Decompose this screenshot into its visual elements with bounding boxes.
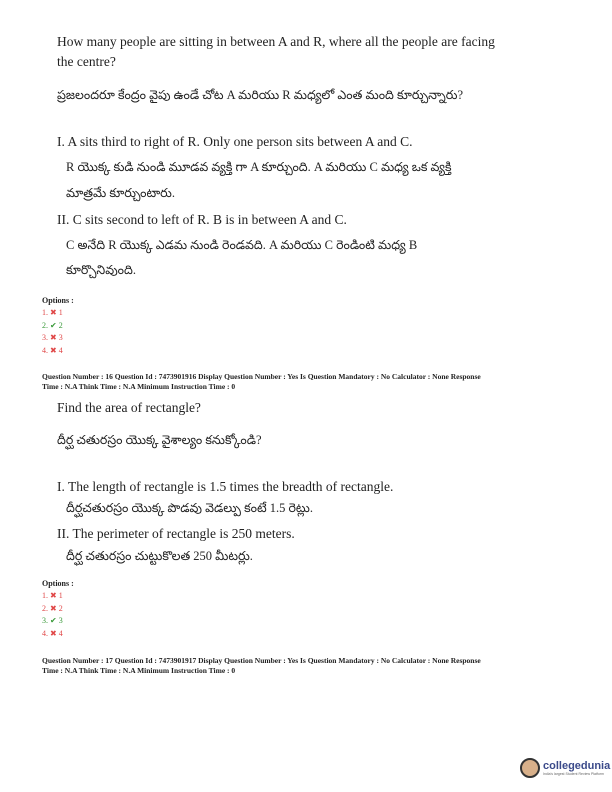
q16-options-label: Options : bbox=[42, 579, 74, 588]
q16-options-list bbox=[42, 590, 63, 640]
check-icon: ✔ bbox=[50, 616, 57, 625]
q16-metadata bbox=[42, 372, 582, 392]
option-item bbox=[42, 628, 63, 641]
logo-tagline: India's largest Student Review Platform bbox=[543, 772, 604, 776]
q15-question-en-1: How many people are sitting in between A and R, where all the people are facing bbox=[57, 34, 495, 49]
option-number: 4. bbox=[42, 345, 48, 355]
option-number: 4. bbox=[42, 628, 48, 638]
q16-statement-2-en: II. The perimeter of rectangle is 250 meters. bbox=[57, 526, 295, 541]
metadata-line-2: Time : N.A Think Time : N.A Minimum Instruction Time : 0 bbox=[42, 666, 236, 675]
option-text: 3 bbox=[58, 333, 63, 342]
q15-statement-2-te-2: కూర్చొనివుంది. bbox=[66, 263, 136, 277]
q15-statement-2-te-1: C అనేది R యొక్క ఎడమ నుండి రెండవది. A మరియు C రెండింటి మధ్య B bbox=[66, 238, 418, 252]
q16-statement-2-te: దీర్ఘ చతురస్రం చుట్టుకొలత 250 మీటర్లు. bbox=[66, 549, 253, 563]
cross-icon: ✖ bbox=[50, 333, 57, 342]
option-number: 2. bbox=[42, 603, 48, 613]
option-text: 2 bbox=[58, 603, 63, 613]
option-item bbox=[42, 615, 63, 628]
mascot-icon bbox=[520, 758, 540, 778]
q15-statement-1-te-1: R యొక్క కుడి నుండి మూడవ వ్యక్తి గా A కూర్చుంది. A మరియు C మధ్య ఒక వ్యక్తి bbox=[66, 160, 452, 174]
q15-question-te: ప్రజలందరూ కేంద్రం వైపు ఉండే చోట A మరియు R మధ్యలో ఎంత మంది కూర్చున్నారు? bbox=[57, 88, 463, 102]
cross-icon: ✖ bbox=[50, 345, 57, 355]
cross-icon: ✖ bbox=[50, 591, 57, 600]
q15-statement-1-en: I. A sits third to right of R. Only one person sits between A and C. bbox=[57, 134, 413, 149]
option-item bbox=[42, 345, 63, 358]
q17-metadata bbox=[42, 656, 582, 676]
cross-icon: ✖ bbox=[50, 308, 57, 317]
option-text: 1 bbox=[58, 308, 63, 317]
option-number: 1. bbox=[42, 591, 48, 600]
check-icon: ✔ bbox=[50, 320, 57, 330]
option-number: 3. bbox=[42, 616, 48, 625]
option-item bbox=[42, 603, 63, 616]
q15-options-list bbox=[42, 307, 63, 357]
metadata-line-1: Question Number : 16 Question Id : 7473901916 Display Question Number : Yes Is Question Mandatory : No Calculator : None Response bbox=[42, 372, 481, 381]
q16-question-en: Find the area of rectangle? bbox=[57, 400, 201, 415]
q16-statement-1-te: దీర్ఘచతురస్రం యొక్క పొడవు వెడల్పు కంటే 1.5 రెట్లు. bbox=[66, 501, 313, 515]
option-number: 2. bbox=[42, 320, 48, 330]
option-text: 2 bbox=[58, 320, 63, 330]
option-text: 1 bbox=[58, 591, 63, 600]
option-item bbox=[42, 590, 63, 603]
q15-question-en-2: the centre? bbox=[57, 54, 116, 69]
q16-question-te: దీర్ఘ చతురస్రం యొక్క వైశాల్యం కనుక్కోండి? bbox=[57, 433, 262, 447]
cross-icon: ✖ bbox=[50, 603, 57, 613]
q15-options-label: Options : bbox=[42, 296, 74, 305]
option-item bbox=[42, 320, 63, 333]
option-item bbox=[42, 307, 63, 320]
option-text: 4 bbox=[58, 628, 63, 638]
option-text: 3 bbox=[58, 616, 63, 625]
collegedunia-logo bbox=[520, 758, 610, 778]
metadata-line-1: Question Number : 17 Question Id : 7473901917 Display Question Number : Yes Is Question Mandatory : No Calculator : None Response bbox=[42, 656, 481, 665]
option-number: 3. bbox=[42, 333, 48, 342]
option-text: 4 bbox=[58, 345, 63, 355]
logo-brand: collegedunia bbox=[543, 760, 611, 772]
option-item bbox=[42, 332, 63, 345]
metadata-line-2: Time : N.A Think Time : N.A Minimum Instruction Time : 0 bbox=[42, 382, 236, 391]
cross-icon: ✖ bbox=[50, 628, 57, 638]
q16-statement-1-en: I. The length of rectangle is 1.5 times the breadth of rectangle. bbox=[57, 479, 394, 494]
option-number: 1. bbox=[42, 308, 48, 317]
q15-statement-2-en: II. C sits second to left of R. B is in between A and C. bbox=[57, 212, 347, 227]
q15-statement-1-te-2: మాత్రమే కూర్చుంటారు. bbox=[66, 186, 175, 200]
